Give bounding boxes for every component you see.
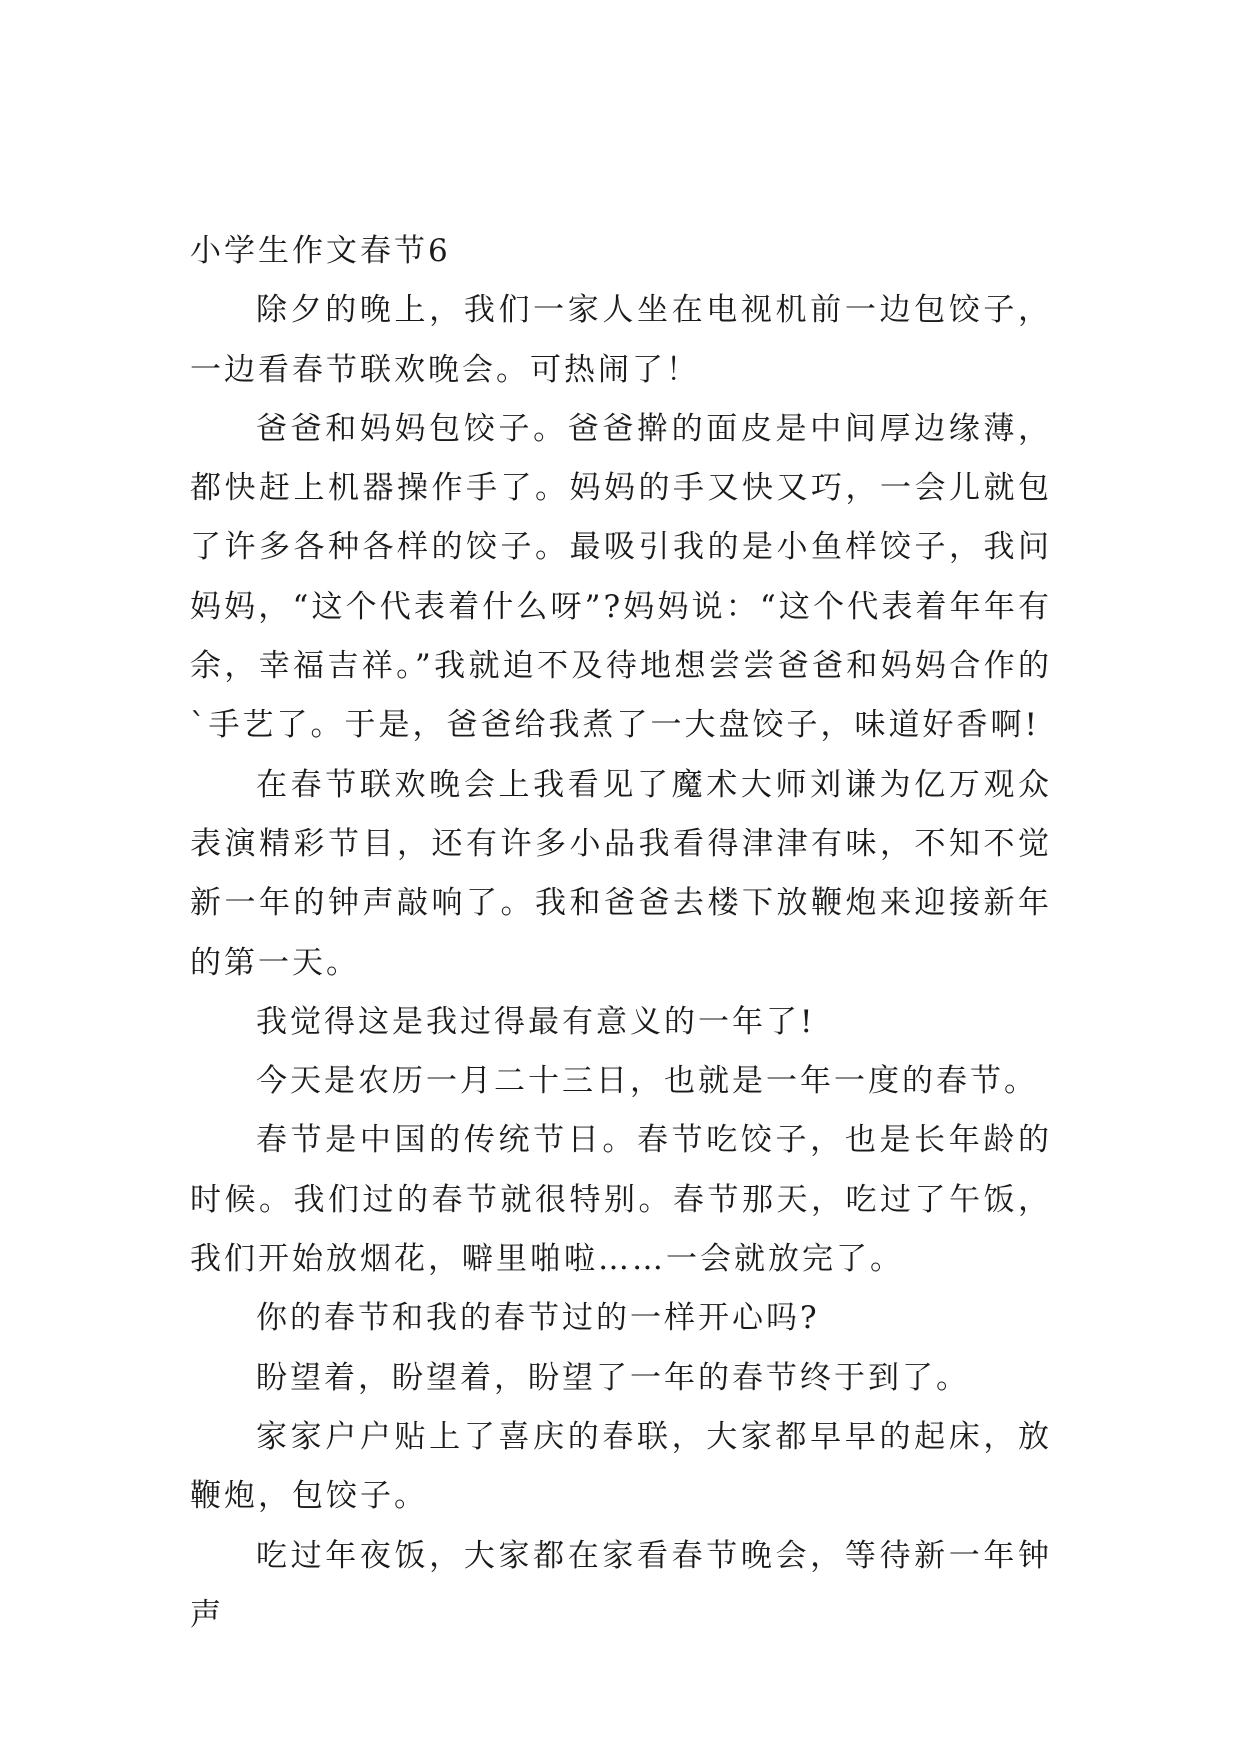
paragraph: 家家户户贴上了喜庆的春联，大家都早早的起床，放鞭炮，包饺子。 [190,1418,1052,1515]
document-title: 小学生作文春节6 [190,233,451,269]
paragraph: 今天是农历一月二十三日，也就是一年一度的春节。 [256,1063,1038,1100]
paragraph: 吃过年夜饭，大家都在家看春节晚会，等待新一年钟声 [190,1537,1052,1633]
paragraph: 在春节联欢晚会上我看见了魔术大师刘谦为亿万观众表演精彩节目，还有许多小品我看得津津有味，不知不觉新一年的钟声敲响了。我和爸爸去楼下放鞭炮来迎接新年的第一天。 [190,766,1052,981]
document-page [190,222,1052,1645]
paragraph: 春节是中国的传统节日。春节吃饺子，也是长年龄的时候。我们过的春节就很特别。春节那天，吃过了午饭，我们开始放烟花，噼里啪啦……一会就放完了。 [190,1122,1052,1278]
paragraph: 你的春节和我的春节过的一样开心吗? [256,1300,820,1337]
paragraph: 我觉得这是我过得最有意义的一年了! [256,1003,816,1040]
paragraph: 除夕的晚上，我们一家人坐在电视机前一边包饺子，一边看春节联欢晚会。可热闹了！ [190,292,1052,388]
paragraph: 爸爸和妈妈包饺子。爸爸擀的面皮是中间厚边缘薄，都快赶上机器操作手了。妈妈的手又快又巧，一会儿就包了许多各种各样的饺子。最吸引我的是小鱼样饺子，我问妈妈，“这个代表着什么呀”?妈妈说：“这个代表着年年有余，幸福吉祥。”我就迫不及待地想尝尝爸爸和妈妈合作的`手艺了。于是，爸爸给我煮了一大盘饺子，味道好香啊! [190,410,1052,744]
paragraph: 盼望着，盼望着，盼望了一年的春节终于到了。 [256,1359,970,1396]
